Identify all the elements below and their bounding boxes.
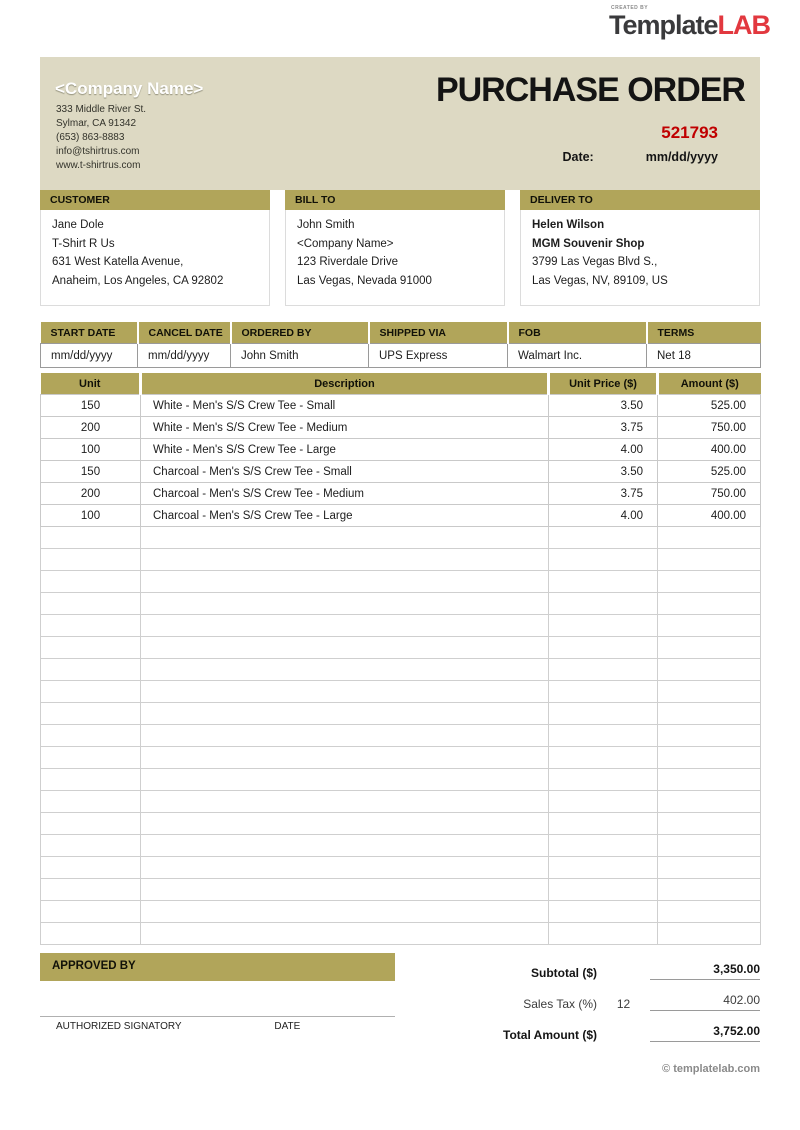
unit-price-cell[interactable]: 3.50 bbox=[549, 395, 658, 417]
empty-cell[interactable] bbox=[41, 835, 141, 857]
empty-cell[interactable] bbox=[41, 813, 141, 835]
empty-table-row[interactable] bbox=[41, 923, 761, 945]
deliver-to-line: Helen Wilson bbox=[532, 219, 605, 231]
empty-cell[interactable] bbox=[549, 593, 658, 615]
deliver-to-header: DELIVER TO bbox=[520, 190, 760, 210]
empty-cell[interactable] bbox=[549, 791, 658, 813]
empty-cell[interactable] bbox=[141, 769, 549, 791]
subtotal-value[interactable]: 3,350.00 bbox=[650, 962, 760, 980]
empty-cell[interactable] bbox=[141, 615, 549, 637]
unit-cell[interactable]: 100 bbox=[41, 439, 141, 461]
empty-cell[interactable] bbox=[658, 703, 761, 725]
table-row[interactable] bbox=[41, 395, 761, 417]
empty-cell[interactable] bbox=[658, 593, 761, 615]
amount-cell[interactable]: 525.00 bbox=[658, 461, 761, 483]
empty-table-row[interactable] bbox=[41, 593, 761, 615]
empty-table-row[interactable] bbox=[41, 835, 761, 857]
empty-cell[interactable] bbox=[549, 857, 658, 879]
date-value: mm/dd/yyyy bbox=[645, 150, 718, 164]
unit-cell[interactable]: 200 bbox=[41, 417, 141, 439]
amount-column-header: Amount ($) bbox=[658, 373, 761, 395]
empty-table-row[interactable] bbox=[41, 659, 761, 681]
empty-cell[interactable] bbox=[41, 615, 141, 637]
subtotal-label: Subtotal ($) bbox=[531, 966, 597, 980]
ordered-by-header: ORDERED BY bbox=[231, 322, 369, 344]
empty-cell[interactable] bbox=[141, 791, 549, 813]
subtotal-row bbox=[440, 962, 760, 980]
empty-cell[interactable] bbox=[141, 747, 549, 769]
empty-table-row[interactable] bbox=[41, 703, 761, 725]
deliver-to-line: 3799 Las Vegas Blvd S., bbox=[532, 256, 658, 268]
signature-block[interactable] bbox=[40, 1016, 395, 1032]
cancel-date-value[interactable]: mm/dd/yyyy bbox=[138, 344, 231, 368]
empty-cell[interactable] bbox=[549, 813, 658, 835]
unit-cell[interactable]: 150 bbox=[41, 461, 141, 483]
amount-cell[interactable]: 750.00 bbox=[658, 483, 761, 505]
company-address-line: www.t-shirtrus.com bbox=[56, 160, 141, 171]
empty-cell[interactable] bbox=[549, 571, 658, 593]
unit-price-column-header: Unit Price ($) bbox=[549, 373, 658, 395]
unit-price-cell[interactable]: 4.00 bbox=[549, 505, 658, 527]
company-address-line: info@tshirtrus.com bbox=[56, 146, 140, 157]
empty-cell[interactable] bbox=[658, 571, 761, 593]
empty-table-row[interactable] bbox=[41, 615, 761, 637]
empty-cell[interactable] bbox=[658, 549, 761, 571]
unit-cell[interactable]: 200 bbox=[41, 483, 141, 505]
sales-tax-row bbox=[440, 993, 760, 1011]
logo-template-text: Template bbox=[608, 10, 718, 40]
table-row[interactable] bbox=[41, 461, 761, 483]
empty-cell[interactable] bbox=[549, 549, 658, 571]
customer-box bbox=[40, 190, 270, 306]
empty-cell[interactable] bbox=[658, 725, 761, 747]
sales-tax-label: Sales Tax (%) bbox=[523, 997, 597, 1011]
empty-cell[interactable] bbox=[141, 725, 549, 747]
totals-section bbox=[440, 962, 760, 1055]
empty-cell[interactable] bbox=[549, 747, 658, 769]
empty-table-row[interactable] bbox=[41, 549, 761, 571]
empty-cell[interactable] bbox=[549, 637, 658, 659]
empty-cell[interactable] bbox=[658, 923, 761, 945]
total-amount-row bbox=[440, 1024, 760, 1042]
empty-cell[interactable] bbox=[41, 527, 141, 549]
empty-cell[interactable] bbox=[41, 681, 141, 703]
unit-cell[interactable]: 150 bbox=[41, 395, 141, 417]
deliver-to-details bbox=[520, 210, 760, 306]
fob-header: FOB bbox=[508, 322, 647, 344]
items-header-row bbox=[41, 373, 761, 395]
empty-cell[interactable] bbox=[41, 923, 141, 945]
empty-cell[interactable] bbox=[141, 527, 549, 549]
order-number: 521793 bbox=[661, 123, 718, 142]
deliver-to-line: MGM Souvenir Shop bbox=[532, 237, 645, 250]
templatelab-copyright-link[interactable]: © templatelab.com bbox=[662, 1063, 760, 1075]
date-label: Date: bbox=[562, 150, 594, 164]
bill-to-line: Las Vegas, Nevada 91000 bbox=[297, 274, 432, 287]
empty-cell[interactable] bbox=[658, 835, 761, 857]
empty-cell[interactable] bbox=[141, 549, 549, 571]
sales-tax-value[interactable]: 402.00 bbox=[650, 993, 760, 1011]
description-cell[interactable]: Charcoal - Men's S/S Crew Tee - Medium bbox=[141, 483, 549, 505]
table-row[interactable] bbox=[41, 505, 761, 527]
unit-price-cell[interactable]: 3.75 bbox=[549, 417, 658, 439]
empty-cell[interactable] bbox=[658, 879, 761, 901]
amount-cell[interactable]: 400.00 bbox=[658, 505, 761, 527]
empty-cell[interactable] bbox=[141, 901, 549, 923]
empty-cell[interactable] bbox=[41, 725, 141, 747]
order-details-strip bbox=[40, 322, 760, 368]
order-details-header-row bbox=[41, 322, 761, 344]
deliver-to-line: Las Vegas, NV, 89109, US bbox=[532, 274, 668, 287]
empty-table-row[interactable] bbox=[41, 571, 761, 593]
page-title: PURCHASE ORDER bbox=[435, 71, 745, 109]
deliver-to-box bbox=[520, 190, 760, 306]
start-date-value[interactable]: mm/dd/yyyy bbox=[41, 344, 138, 368]
templatelab-logo bbox=[609, 5, 770, 41]
bill-to-details bbox=[285, 210, 505, 306]
empty-cell[interactable] bbox=[141, 703, 549, 725]
signature-date-label: DATE bbox=[274, 1021, 301, 1032]
empty-cell[interactable] bbox=[141, 659, 549, 681]
amount-cell[interactable]: 400.00 bbox=[658, 439, 761, 461]
description-cell[interactable]: White - Men's S/S Crew Tee - Small bbox=[141, 395, 549, 417]
unit-price-cell[interactable]: 3.50 bbox=[549, 461, 658, 483]
table-row[interactable] bbox=[41, 439, 761, 461]
items-table bbox=[40, 373, 761, 945]
empty-cell[interactable] bbox=[141, 923, 549, 945]
empty-cell[interactable] bbox=[658, 615, 761, 637]
bill-to-header: BILL TO bbox=[285, 190, 505, 210]
unit-price-cell[interactable]: 4.00 bbox=[549, 439, 658, 461]
empty-cell[interactable] bbox=[41, 593, 141, 615]
empty-cell[interactable] bbox=[549, 923, 658, 945]
empty-table-row[interactable] bbox=[41, 725, 761, 747]
customer-header: CUSTOMER bbox=[40, 190, 270, 210]
empty-table-row[interactable] bbox=[41, 527, 761, 549]
empty-cell[interactable] bbox=[658, 681, 761, 703]
empty-cell[interactable] bbox=[141, 593, 549, 615]
company-address-line: 333 Middle River St. bbox=[56, 104, 147, 115]
empty-cell[interactable] bbox=[41, 571, 141, 593]
customer-line: 631 West Katella Avenue, bbox=[52, 256, 184, 268]
description-cell[interactable]: White - Men's S/S Crew Tee - Medium bbox=[141, 417, 549, 439]
empty-cell[interactable] bbox=[41, 901, 141, 923]
authorized-signatory-label: AUTHORIZED SIGNATORY bbox=[56, 1021, 182, 1032]
empty-table-row[interactable] bbox=[41, 791, 761, 813]
bill-to-line: John Smith bbox=[297, 219, 355, 231]
empty-cell[interactable] bbox=[549, 769, 658, 791]
items-table-section bbox=[40, 373, 760, 945]
shipped-via-value[interactable]: UPS Express bbox=[369, 344, 508, 368]
terms-header: TERMS bbox=[647, 322, 761, 344]
customer-line: Anaheim, Los Angeles, CA 92802 bbox=[52, 274, 224, 287]
customer-details bbox=[40, 210, 270, 306]
empty-cell[interactable] bbox=[141, 681, 549, 703]
empty-table-row[interactable] bbox=[41, 813, 761, 835]
empty-cell[interactable] bbox=[141, 637, 549, 659]
empty-cell[interactable] bbox=[41, 637, 141, 659]
empty-cell[interactable] bbox=[41, 703, 141, 725]
empty-table-row[interactable] bbox=[41, 681, 761, 703]
empty-table-row[interactable] bbox=[41, 747, 761, 769]
amount-cell[interactable]: 750.00 bbox=[658, 417, 761, 439]
date-row bbox=[562, 150, 718, 164]
bill-to-line: 123 Riverdale Drive bbox=[297, 256, 398, 268]
description-cell[interactable]: Charcoal - Men's S/S Crew Tee - Large bbox=[141, 505, 549, 527]
empty-cell[interactable] bbox=[41, 857, 141, 879]
logo-lab-text: LAB bbox=[717, 10, 770, 40]
empty-cell[interactable] bbox=[549, 703, 658, 725]
empty-cell[interactable] bbox=[549, 725, 658, 747]
total-amount-value[interactable]: 3,752.00 bbox=[650, 1024, 760, 1042]
table-row[interactable] bbox=[41, 417, 761, 439]
empty-cell[interactable] bbox=[141, 835, 549, 857]
items-body bbox=[41, 395, 761, 527]
bill-to-line: <Company Name> bbox=[297, 237, 394, 250]
empty-cell[interactable] bbox=[141, 879, 549, 901]
customer-line: T-Shirt R Us bbox=[52, 237, 115, 250]
logo-wordmark bbox=[609, 11, 770, 41]
created-by-label: CREATED BY bbox=[610, 5, 649, 11]
terms-value[interactable]: Net 18 bbox=[647, 344, 761, 368]
empty-cell[interactable] bbox=[549, 835, 658, 857]
empty-cell[interactable] bbox=[41, 791, 141, 813]
sales-tax-rate[interactable]: 12 bbox=[616, 997, 631, 1011]
empty-cell[interactable] bbox=[549, 615, 658, 637]
company-address-line: (653) 863-8883 bbox=[56, 132, 125, 143]
empty-cell[interactable] bbox=[658, 857, 761, 879]
empty-cell[interactable] bbox=[41, 769, 141, 791]
amount-cell[interactable]: 525.00 bbox=[658, 395, 761, 417]
empty-cell[interactable] bbox=[549, 527, 658, 549]
unit-cell[interactable]: 100 bbox=[41, 505, 141, 527]
empty-cell[interactable] bbox=[41, 879, 141, 901]
order-details-value-row bbox=[41, 344, 761, 368]
customer-line: Jane Dole bbox=[52, 219, 104, 231]
empty-cell[interactable] bbox=[658, 791, 761, 813]
items-empty-body bbox=[41, 527, 761, 945]
company-address bbox=[56, 103, 146, 173]
description-cell[interactable]: Charcoal - Men's S/S Crew Tee - Small bbox=[141, 461, 549, 483]
cancel-date-header: CANCEL DATE bbox=[138, 322, 231, 344]
empty-cell[interactable] bbox=[658, 659, 761, 681]
empty-cell[interactable] bbox=[549, 901, 658, 923]
total-amount-label: Total Amount ($) bbox=[503, 1028, 597, 1042]
empty-table-row[interactable] bbox=[41, 857, 761, 879]
empty-cell[interactable] bbox=[658, 769, 761, 791]
order-details-table bbox=[40, 322, 761, 368]
empty-cell[interactable] bbox=[549, 681, 658, 703]
empty-table-row[interactable] bbox=[41, 769, 761, 791]
empty-cell[interactable] bbox=[41, 549, 141, 571]
empty-table-row[interactable] bbox=[41, 879, 761, 901]
shipped-via-header: SHIPPED VIA bbox=[369, 322, 508, 344]
empty-cell[interactable] bbox=[658, 637, 761, 659]
empty-cell[interactable] bbox=[141, 571, 549, 593]
approved-by-bar: APPROVED BY bbox=[40, 953, 395, 981]
description-column-header: Description bbox=[141, 373, 549, 395]
description-cell[interactable]: White - Men's S/S Crew Tee - Large bbox=[141, 439, 549, 461]
company-address-line: Sylmar, CA 91342 bbox=[56, 118, 137, 129]
empty-cell[interactable] bbox=[658, 813, 761, 835]
empty-cell[interactable] bbox=[41, 659, 141, 681]
empty-cell[interactable] bbox=[658, 747, 761, 769]
empty-table-row[interactable] bbox=[41, 901, 761, 923]
empty-cell[interactable] bbox=[658, 527, 761, 549]
unit-column-header: Unit bbox=[41, 373, 141, 395]
empty-cell[interactable] bbox=[549, 659, 658, 681]
table-row[interactable] bbox=[41, 483, 761, 505]
bill-to-box bbox=[285, 190, 505, 306]
start-date-header: START DATE bbox=[41, 322, 138, 344]
unit-price-cell[interactable]: 3.75 bbox=[549, 483, 658, 505]
empty-cell[interactable] bbox=[141, 857, 549, 879]
header-band bbox=[40, 57, 760, 190]
empty-cell[interactable] bbox=[141, 813, 549, 835]
empty-table-row[interactable] bbox=[41, 637, 761, 659]
company-name: <Company Name> bbox=[55, 79, 204, 98]
empty-cell[interactable] bbox=[41, 747, 141, 769]
fob-value[interactable]: Walmart Inc. bbox=[508, 344, 647, 368]
ordered-by-value[interactable]: John Smith bbox=[231, 344, 369, 368]
empty-cell[interactable] bbox=[658, 901, 761, 923]
empty-cell[interactable] bbox=[549, 879, 658, 901]
